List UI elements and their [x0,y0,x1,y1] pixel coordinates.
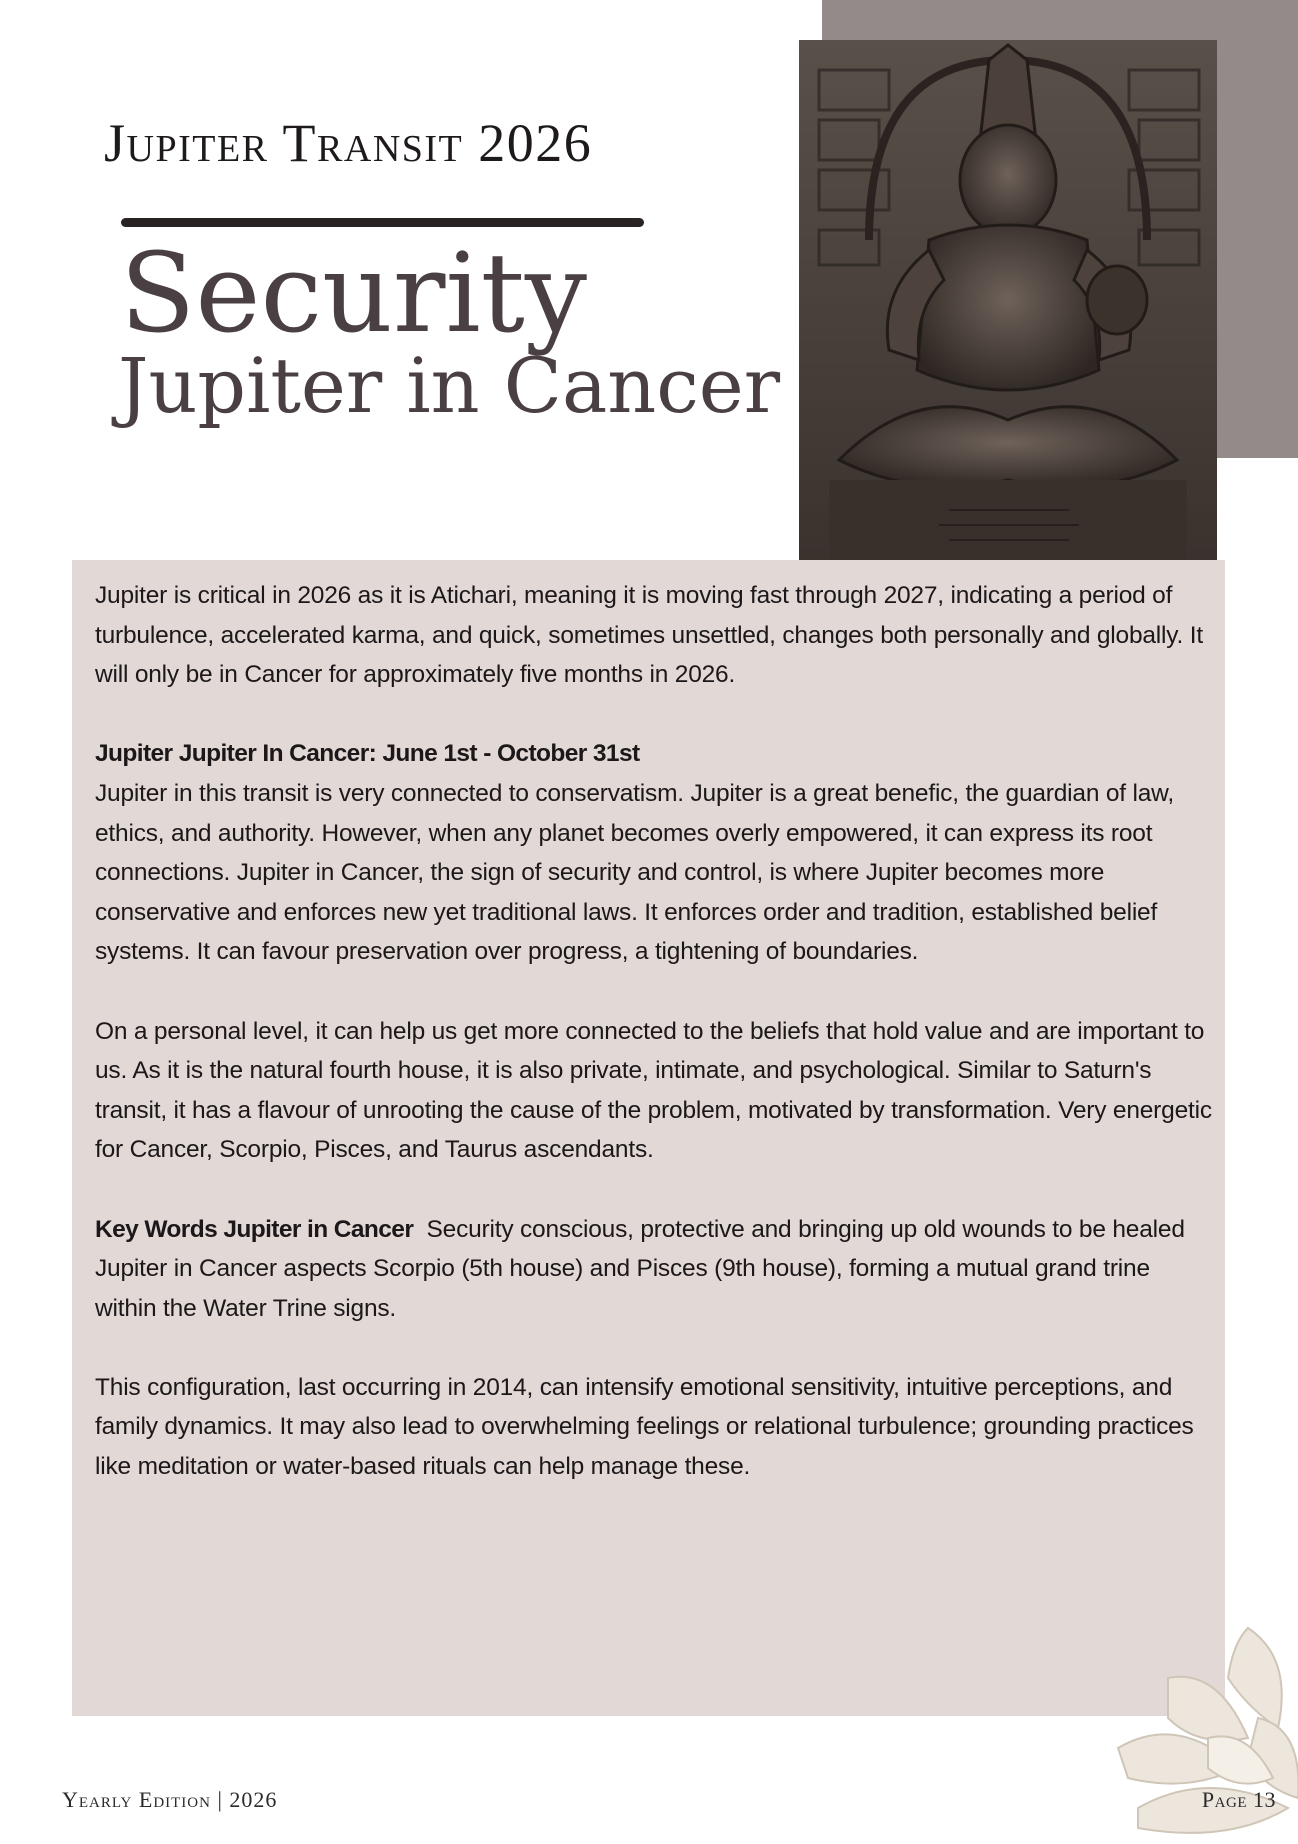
aspects-paragraph: Jupiter in Cancer aspects Scorpio (5th house) and Pisces (9th house), forming a mutual grand trine within the Water Trine signs. [95,1255,1150,1322]
page-title: Security [120,229,588,357]
statue-illustration [799,40,1217,560]
section-body-paragraph: Jupiter in this transit is very connected to conservatism. Jupiter is a great benefic, the guardian of law, ethics, and authority. However, when any planet becomes overly empowered, it can express its root connections. Jupiter in Cancer, the sign of security and control, is where Jupiter becomes more conservative and enforces new yet traditional laws. It enforces order and tradition, established belief systems. It can favour preservation over progress, a tightening of boundaries. [95,779,1174,966]
keywords-label: Key Words Jupiter in Cancer [95,1215,414,1243]
heading-overline: Jupiter Transit 2026 [104,113,593,173]
content-body [95,576,1215,1526]
keywords-paragraph [95,1210,1215,1250]
personal-level-paragraph: On a personal level, it can help us get more connected to the beliefs that hold value and are important to us. As it is the natural fourth house, it is also private, intimate, and psychological. Similar to Saturn's transit, it has a flavour of unrooting the cause of the problem, motivated by transformation. Very energetic for Cancer, Scorpio, Pisces, and Taurus ascendants. [95,1017,1212,1164]
intro-paragraph: Jupiter is critical in 2026 as it is Atichari, meaning it is moving fast through 2027, indicating a period of turbulence, accelerated karma, and quick, sometimes unsettled, changes both personally and globally. It will only be in Cancer for approximately five months in 2026. [95,582,1203,689]
section-heading [95,734,1215,774]
configuration-paragraph: This configuration, last occurring in 2014, can intensify emotional sensitivity, intuitive perceptions, and family dynamics. It may also lead to overwhelming feelings or relational turbulence; grounding practices like meditation or water-based rituals can help manage these. [95,1373,1194,1481]
title-divider [121,218,644,227]
page-subtitle: Jupiter in Cancer [118,341,781,430]
footer-edition: Yearly Edition | 2026 [62,1787,278,1812]
section-heading-text: Jupiter Jupiter In Cancer: June 1st - October 31st [95,740,640,768]
jupiter-statue-image [799,40,1217,560]
keywords-text: Security conscious, protective and bringing up old wounds to be healed [426,1215,1185,1243]
footer-page-number: Page 13 [1201,1787,1276,1812]
